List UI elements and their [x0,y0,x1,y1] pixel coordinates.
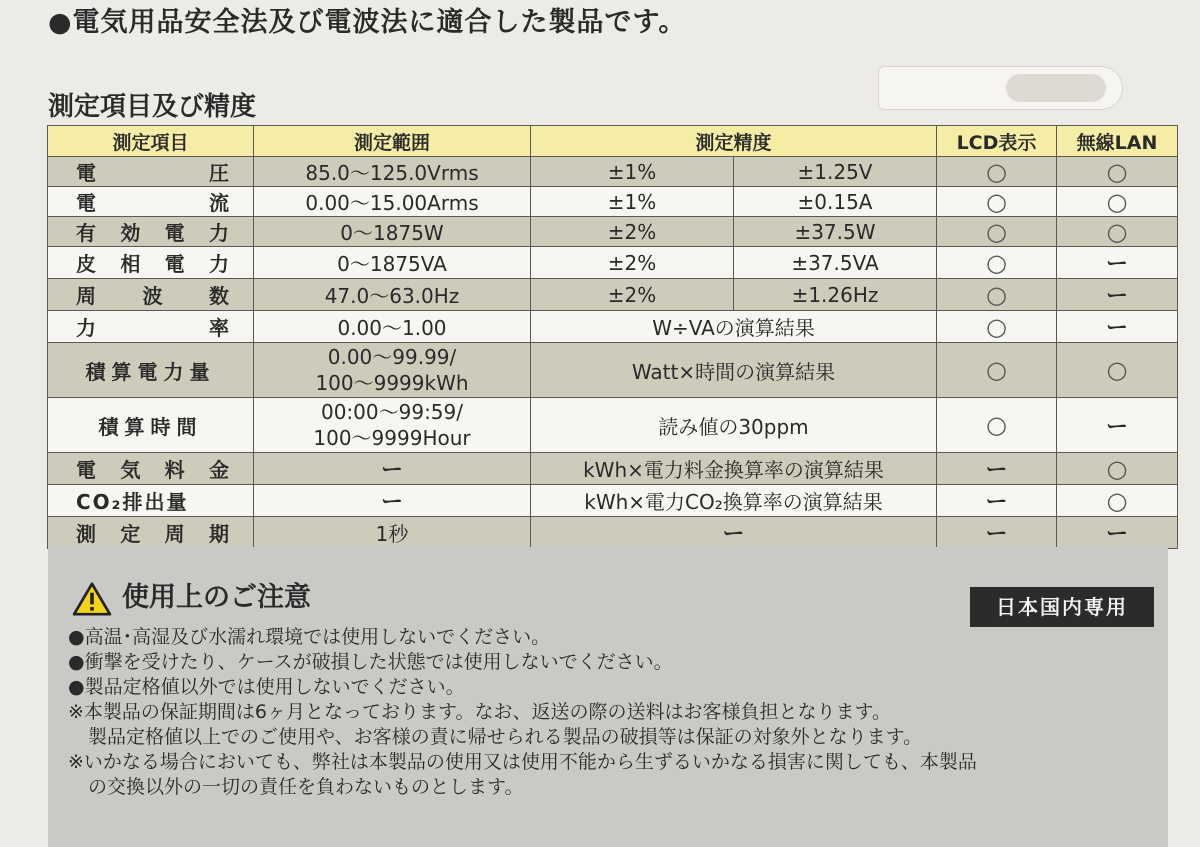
item-cell [48,279,254,311]
item-label: 積算電力量 [85,359,216,384]
item-label: 電 流 [76,191,231,215]
table-row [48,485,1178,517]
lcd-cell: ー [937,453,1057,485]
wlan-cell: ○ [1057,453,1178,485]
caution-title-text: 使用上のご注意 [122,582,311,613]
note-line: ※本製品の保証期間は6ヶ月となっております。なお、返送の際の送料はお客様負担となります。 [68,701,891,723]
accuracy-abs-cell: ±37.5VA [734,247,937,279]
domestic-only-badge: 日本国内専用 [970,587,1154,627]
accuracy-percent-cell: ±2% [531,217,734,247]
table-row [48,157,1178,187]
item-label: 力 率 [76,316,231,340]
accuracy-percent-cell: ±1% [531,157,734,187]
item-label: 電 気 料 金 [76,458,231,482]
item-cell [48,453,254,485]
note-line: 製品定格値以上でのご使用や、お客様の責に帰せられる製品の破損等は保証の対象外となります。 [88,726,923,748]
note-line: ●高温･高湿及び水濡れ環境では使用しないでください。 [68,626,551,648]
table-header-row [48,126,1178,157]
lcd-cell: ○ [937,187,1057,217]
range-cell: 0.00～15.00Arms [254,187,531,217]
accuracy-percent-cell: ±2% [531,247,734,279]
lcd-cell: ○ [937,247,1057,279]
range-line-2: 100～9999kWh [315,371,469,395]
range-cell: ー [254,485,531,517]
item-label: 電 圧 [76,161,231,185]
item-cell [48,485,254,517]
table-row [48,217,1178,247]
range-cell [254,343,531,398]
accuracy-cell: ー [531,517,937,549]
range-cell: 0～1875W [254,217,531,247]
note-line: ※いかなる場合においても、弊社は本製品の使用又は使用不能から生ずるいかなる損害に関しても、本製品 [68,751,977,773]
range-line-1: 0.00～99.99/ [327,345,457,369]
accuracy-abs-cell: ±1.26Hz [734,279,937,311]
spec-table [47,125,1178,549]
range-cell [254,398,531,453]
header-lcd: LCD表示 [937,126,1057,157]
item-label: 積算時間 [98,414,203,439]
table-row [48,187,1178,217]
lcd-cell: ○ [937,157,1057,187]
item-label: 周 波 数 [76,284,231,308]
caution-notes [68,625,977,800]
table-row [48,247,1178,279]
accuracy-abs-cell: ±37.5W [734,217,937,247]
hang-tab-slot [1006,74,1106,102]
accuracy-cell: 読み値の30ppm [531,398,937,453]
header-wlan: 無線LAN [1057,126,1178,157]
note-line: ●衝撃を受けたり、ケースが破損した状態では使用しないでください。 [68,651,673,673]
wlan-cell: ○ [1057,187,1178,217]
header-accuracy: 測定精度 [531,126,937,157]
wlan-cell: ー [1057,517,1178,549]
table-row [48,453,1178,485]
range-cell: 1秒 [254,517,531,549]
item-cell [48,217,254,247]
lcd-cell: ー [937,517,1057,549]
caution-heading [70,575,311,616]
accuracy-abs-cell: ±0.15A [734,187,937,217]
item-label: CO₂排出量 [76,490,189,514]
wlan-cell: ー [1057,398,1178,453]
item-cell [48,343,254,398]
wlan-cell: ー [1057,311,1178,343]
lcd-cell: ○ [937,279,1057,311]
range-cell: 0～1875VA [254,247,531,279]
item-cell [48,187,254,217]
accuracy-percent-cell: ±2% [531,279,734,311]
table-row [48,398,1178,453]
wlan-cell: ○ [1057,217,1178,247]
accuracy-cell: kWh×電力CO₂換算率の演算結果 [531,485,937,517]
accuracy-cell: W÷VAの演算結果 [531,311,937,343]
wlan-cell: ー [1057,279,1178,311]
range-cell: 47.0～63.0Hz [254,279,531,311]
range-line-2: 100～9999Hour [313,426,471,450]
item-cell [48,398,254,453]
lcd-cell: ○ [937,217,1057,247]
item-label: 有 効 電 力 [76,221,231,245]
caution-panel [48,547,1168,847]
item-label: 測 定 周 期 [76,522,231,546]
header-item: 測定項目 [48,126,254,157]
note-line: の交換以外の一切の責任を負わないものとします。 [88,776,524,798]
table-row [48,311,1178,343]
accuracy-cell: kWh×電力料金換算率の演算結果 [531,453,937,485]
table-row [48,279,1178,311]
lcd-cell: ○ [937,343,1057,398]
range-cell: ー [254,453,531,485]
lcd-cell: ー [937,485,1057,517]
accuracy-cell: Watt×時間の演算結果 [531,343,937,398]
item-cell [48,517,254,549]
range-cell: 85.0～125.0Vrms [254,157,531,187]
wlan-cell: ○ [1057,485,1178,517]
wlan-cell: ○ [1057,343,1178,398]
wlan-cell: ー [1057,247,1178,279]
accuracy-percent-cell: ±1% [531,187,734,217]
range-line-1: 00:00～99:59/ [320,400,463,424]
header-range: 測定範囲 [254,126,531,157]
compliance-statement: ●電気用品安全法及び電波法に適合した製品です。 [48,7,687,38]
item-cell [48,157,254,187]
table-row [48,517,1178,549]
accuracy-abs-cell: ±1.25V [734,157,937,187]
section-title: 測定項目及び精度 [48,92,257,122]
item-label: 皮 相 電 力 [76,252,231,276]
range-cell: 0.00～1.00 [254,311,531,343]
item-cell [48,311,254,343]
note-line: ●製品定格値以外では使用しないでください。 [68,676,465,698]
item-cell [48,247,254,279]
table-row [48,343,1178,398]
warning-triangle-icon [70,582,114,616]
lcd-cell: ○ [937,398,1057,453]
wlan-cell: ○ [1057,157,1178,187]
hang-tab-cutout [878,66,1123,110]
lcd-cell: ○ [937,311,1057,343]
